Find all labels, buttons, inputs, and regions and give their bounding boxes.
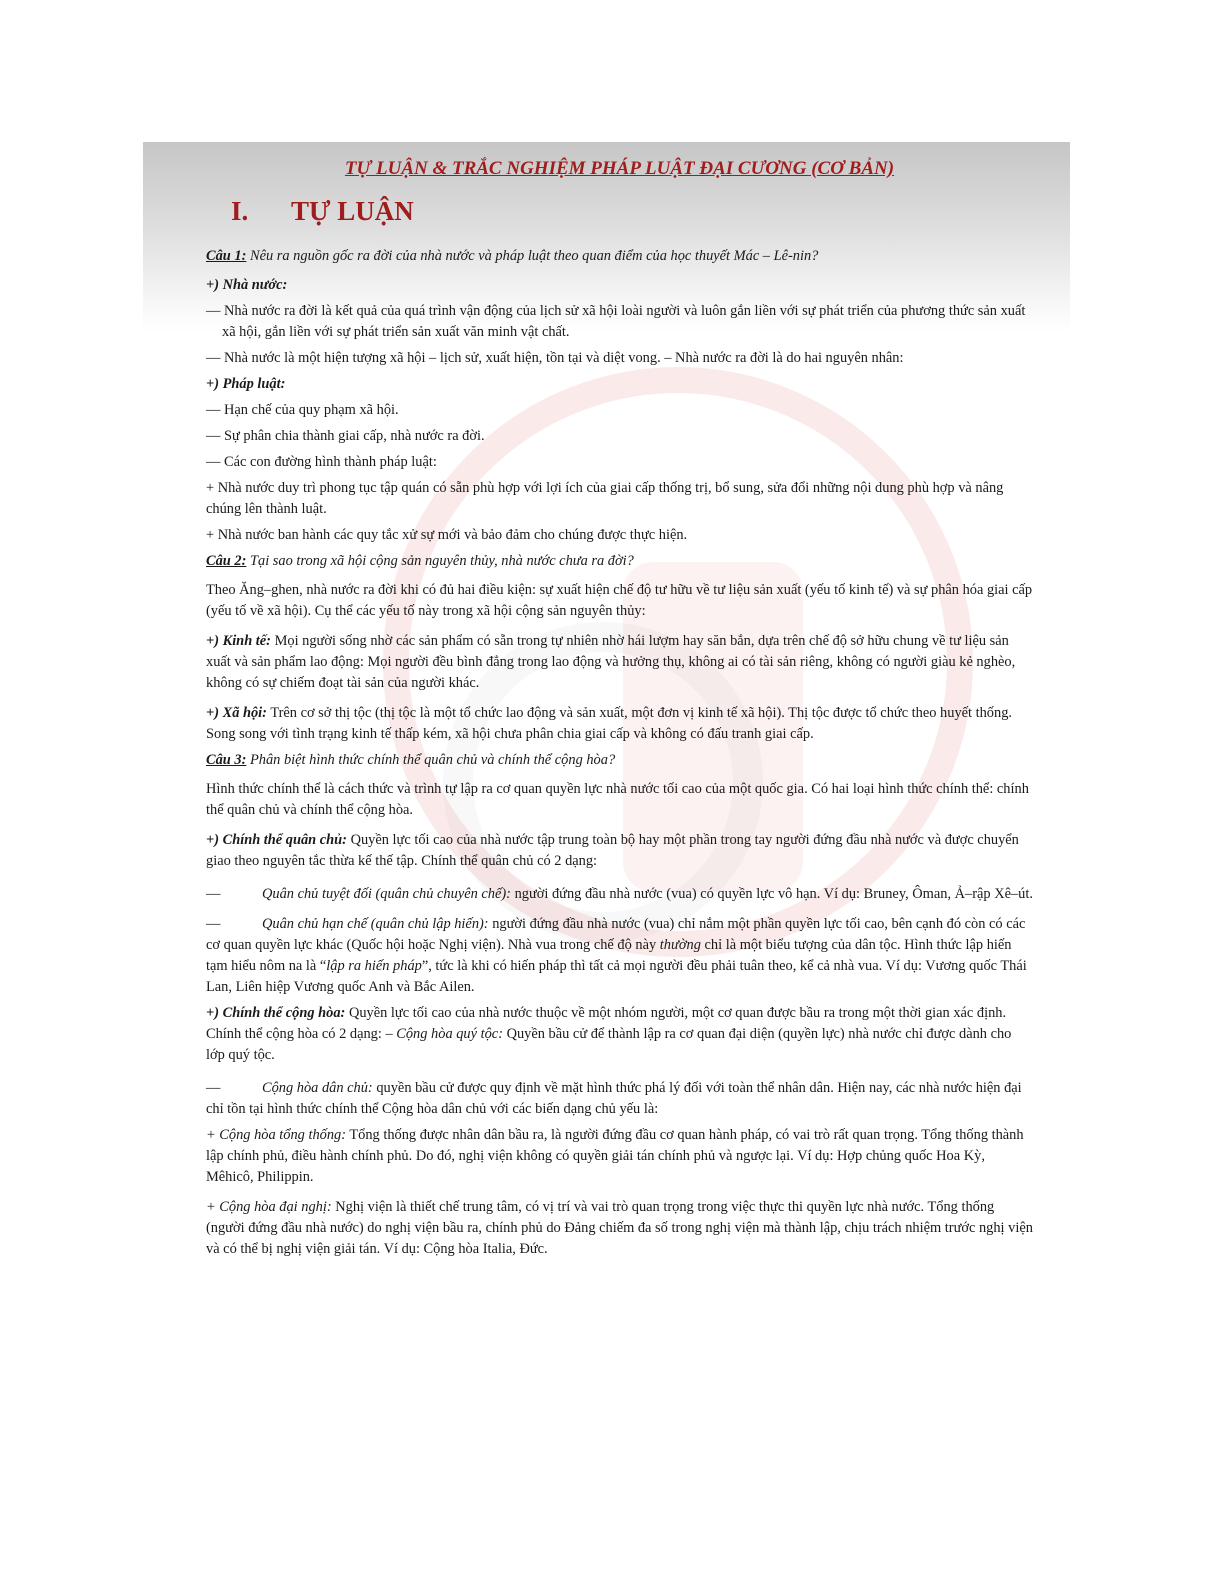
q2-society-heading: +) Xã hội: <box>206 705 267 721</box>
q3-parliamentary-text: Nghị viện là thiết chế trung tâm, có vị trí và vai trò quan trọng trong việc thực thi quyền lực nhà nước. Tổng thống (người đứng đầu nhà nước) do nghị viện bầu ra, chính phủ do Đảng chiếm đa số trong nghị viện mà thành lập, chịu trách nhiệm trước nghị viện và có thể bị nghị viện giải tán. Ví dụ: Cộng hòa Italia, Đức. <box>206 1199 1033 1257</box>
q3-democratic-republic <box>206 1078 1033 1120</box>
q3-parliamentary-republic <box>206 1197 1033 1260</box>
document-title: TỰ LUẬN & TRẮC NGHIỆM PHÁP LUẬT ĐẠI CƯƠNG (CƠ BẢN) <box>344 158 895 179</box>
q1-law-item-2: — Sự phân chia thành giai cấp, nhà nước ra đời. <box>206 428 485 444</box>
q3-republic-text-2: Quyền bầu cử để thành lập ra cơ quan đại diện (quyền lực) nhà nước chỉ được dành cho lớp quý tộc. <box>206 1026 1012 1063</box>
q2-paragraph-1: Theo Ăng–ghen, nhà nước ra đời khi có đủ hai điều kiện: sự xuất hiện chế độ tư hữu về tư liệu sản xuất (yếu tố kinh tế) và sự phân hóa giai cấp (yếu tố về xã hội). Cụ thể các yếu tố này trong xã hội cộng sản nguyên thủy: <box>206 582 1033 619</box>
q3-presidential-term: + Cộng hòa tổng thống: <box>206 1127 347 1143</box>
q3-democratic-dash: — <box>206 1080 221 1096</box>
q3-monarchy-text: Quyền lực tối cao của nhà nước tập trung toàn bộ hay một phần trong tay người đứng đầu nhà nước và được chuyển giao theo nguyên tắc thừa kế thế tập. Chính thể quân chủ có 2 dạng: <box>206 832 1019 869</box>
q3-limited-emphasis-2: lập ra hiến pháp <box>326 958 422 974</box>
q1-law-item-4: + Nhà nước duy trì phong tục tập quán có sẵn phù hợp với lợi ích của giai cấp thống trị, bổ sung, sửa đổi những nội dung phù hợp và nâng chúng lên thành luật. <box>206 480 1004 517</box>
q3-aristocratic-term: Cộng hòa quý tộc: <box>396 1026 503 1042</box>
q3-democratic-term: Cộng hòa dân chủ: <box>262 1080 373 1096</box>
q3-absolute-text: người đứng đầu nhà nước (vua) có quyền lực vô hạn. Ví dụ: Bruney, Ôman, Ả–rập Xê–út. <box>514 886 1033 902</box>
q1-state-paragraph-1: — Nhà nước ra đời là kết quả của quá trình vận động của lịch sử xã hội loài người và luôn gắn liền với sự phát triển của phương thức sản xuất xã hội, gắn liền với sự phát triển sản xuất văn minh vật chất. <box>206 303 1026 340</box>
document-page <box>143 142 1070 1382</box>
question-3-label: Câu 3: <box>206 752 247 768</box>
q3-presidential-text: Tổng thống được nhân dân bầu ra, là người đứng đầu cơ quan hành pháp, có vai trò rất quan trọng. Tổng thống thành lập chính phủ, điều hành chính phủ. Do đó, nghị viện không có quyền giải tán chính phủ và ngược lại. Ví dụ: Hợp chủng quốc Hoa Kỳ, Mêhicô, Philippin. <box>206 1127 1024 1185</box>
q1-law-item-1: — Hạn chế của quy phạm xã hội. <box>206 402 399 418</box>
q3-paragraph-1: Hình thức chính thể là cách thức và trình tự lập ra cơ quan quyền lực nhà nước tối cao của một quốc gia. Có hai loại hình thức chính thể: chính thể quân chủ và chính thể cộng hòa. <box>206 781 1029 818</box>
q3-limited-monarchy <box>206 914 1033 998</box>
section-label: TỰ LUẬN <box>291 196 414 226</box>
question-1-label: Câu 1: <box>206 248 247 264</box>
q1-state-heading: +) Nhà nước: <box>206 277 288 293</box>
q3-republic-text-1: Quyền lực tối cao của nhà nước thuộc về một nhóm người, một cơ quan được bầu ra trong một thời gian xác định. Chính thể cộng hòa có 2 dạng: – <box>206 1005 1007 1042</box>
q3-limited-text-3: ”, tức là khi có hiến pháp thì tất cả mọi người đều phải tuân theo, kể cả nhà vua. Ví dụ: Vương quốc Thái Lan, Liên hiệp Vương quốc Anh và Bắc Ailen. <box>206 958 1027 995</box>
q3-republic-paragraph <box>206 1003 1033 1066</box>
q3-monarchy-paragraph <box>206 830 1033 872</box>
q3-monarchy-heading: +) Chính thể quân chủ: <box>206 832 347 848</box>
q3-limited-emphasis-1: thường <box>659 937 701 953</box>
q3-republic-heading: +) Chính thể cộng hòa: <box>206 1005 346 1021</box>
question-2 <box>206 551 1033 572</box>
q1-law-heading: +) Pháp luật: <box>206 376 286 392</box>
question-1-text: Nêu ra nguồn gốc ra đời của nhà nước và pháp luật theo quan điểm của học thuyết Mác – Lê-nin? <box>250 248 819 264</box>
question-3 <box>206 750 1033 771</box>
q3-limited-dash: — <box>206 916 221 932</box>
q3-limited-text-1: người đứng đầu nhà nước (vua) chỉ nắm một phần quyền lực tối cao, bên cạnh đó còn có các cơ quan quyền lực khác (Quốc hội hoặc Nghị viện). Nhà vua trong chế độ này <box>206 916 1026 953</box>
q2-society-text: Trên cơ sở thị tộc (thị tộc là một tổ chức lao động và sản xuất, một đơn vị kinh tế xã hội). Thị tộc được tổ chức theo huyết thống. Song song với tình trạng kinh tế thấp kém, xã hội chưa phân chia giai cấp và không có đấu tranh giai cấp. <box>206 705 1012 742</box>
q3-limited-term: Quân chủ hạn chế (quân chủ lập hiến): <box>262 916 489 932</box>
question-1 <box>206 246 1033 267</box>
q2-economy-heading: +) Kinh tế: <box>206 633 271 649</box>
question-2-label: Câu 2: <box>206 553 247 569</box>
q1-state-paragraph-2: — Nhà nước là một hiện tượng xã hội – lịch sử, xuất hiện, tồn tại và diệt vong. – Nhà nước ra đời là do hai nguyên nhân: <box>206 350 904 366</box>
q3-democratic-text: quyền bầu cử được quy định về mặt hình thức phá lý đối với toàn thể nhân dân. Hiện nay, các nhà nước hiện đại chỉ tồn tại hình thức chính thể Cộng hòa dân chủ với các biến dạng chủ yếu là: <box>206 1080 1022 1117</box>
q1-law-item-5: + Nhà nước ban hành các quy tắc xử sự mới và bảo đảm cho chúng được thực hiện. <box>206 527 688 543</box>
section-number: I. <box>231 196 249 226</box>
q3-absolute-monarchy <box>206 884 1033 905</box>
q3-limited-text-2: chỉ là một biểu tượng của dân tộc. Hình thức lập hiến tạm hiểu nôm na là “ <box>206 937 1012 974</box>
question-2-text: Tại sao trong xã hội cộng sản nguyên thủy, nhà nước chưa ra đời? <box>250 553 634 569</box>
q3-absolute-term: Quân chủ tuyệt đối (quân chủ chuyên chế): <box>262 886 511 902</box>
q3-parliamentary-term: + Cộng hòa đại nghị: <box>206 1199 332 1215</box>
document-content <box>206 156 1033 1265</box>
q2-society-paragraph <box>206 703 1033 745</box>
q2-economy-text: Mọi người sống nhờ các sản phẩm có sẵn trong tự nhiên nhờ hái lượm hay săn bắn, dựa trên chế độ sở hữu chung về tư liệu sản xuất và sản phẩm lao động: Mọi người đều bình đẳng trong lao động và hưởng thụ, không ai có tài sản riêng, không có người giàu kẻ nghèo, không có sự chiếm đoạt tài sản của người khác. <box>206 633 1016 691</box>
q3-presidential-republic <box>206 1125 1033 1188</box>
q2-economy-paragraph <box>206 631 1033 694</box>
q3-absolute-dash: — <box>206 886 221 902</box>
section-heading <box>231 194 1033 228</box>
q1-law-item-3: — Các con đường hình thành pháp luật: <box>206 454 437 470</box>
question-3-text: Phân biệt hình thức chính thể quân chủ và chính thể cộng hòa? <box>250 752 616 768</box>
